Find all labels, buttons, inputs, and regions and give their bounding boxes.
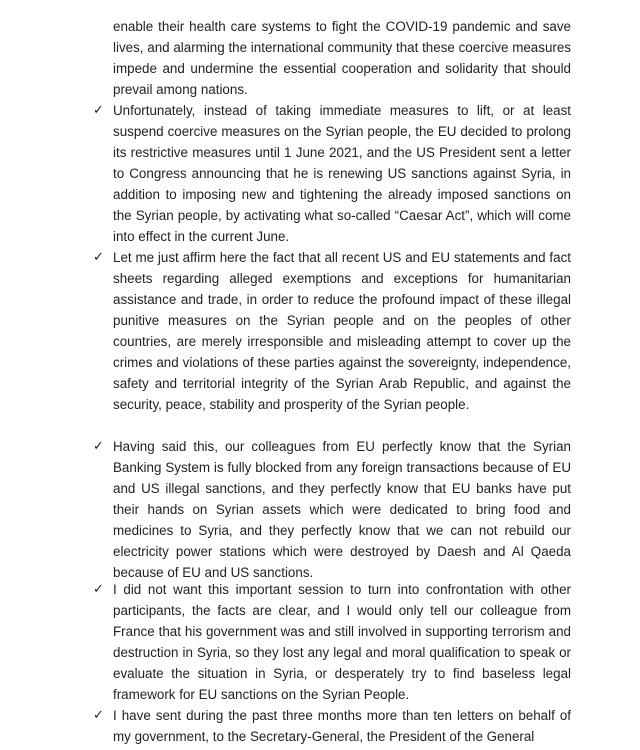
bullet-item-3: Having said this, our colleagues from EU perfectly know that the Syrian Banking System is fully blocked from any foreign transactions because of EU and US illegal sanctions, and they perfectly know that EU banks have put their hands on Syrian assets which were dedicated to bring food and medicines to Syria, and they perfectly know that we can not rebuild our electricity power stations which were destroyed by Daesh and Al Qaeda because of EU and US sanctions. <box>113 439 571 580</box>
check-mark-icon: ✓ <box>93 582 104 597</box>
check-mark-icon: ✓ <box>93 439 104 454</box>
bullet-item-2: Let me just affirm here the fact that all recent US and EU statements and fact sheets regarding alleged exemptions and exceptions for humanitarian assistance and trade, in order to reduce the profound impact of these illegal punitive measures on the Syrian people and on the peoples of other countries, are merely irresponsible and misleading attempt to cover up the crimes and violations of these parties against the sovereignty, independence, safety and territorial integrity of the Syrian Arab Republic, and against the security, peace, stability and prosperity of the Syrian people. <box>113 250 571 412</box>
bullet-item-1: Unfortunately, instead of taking immediate measures to lift, or at least suspend coercive measures on the Syrian people, the EU decided to prolong its restrictive measures until 1 June 2021, and the US President sent a letter to Congress announcing that he is renewing US sanctions against Syria, in addition to imposing new and tightening the already imposed sanctions on the Syrian people, by activating what so-called “Caesar Act”, which will come into effect in the current June. <box>113 103 571 244</box>
check-mark-icon: ✓ <box>93 103 104 118</box>
bullet-item-5: I have sent during the past three months more than ten letters on behalf of my government, to the Secretary-General, the President of the General <box>113 708 571 744</box>
check-mark-icon: ✓ <box>93 708 104 723</box>
check-mark-icon: ✓ <box>93 250 104 265</box>
continuation-paragraph: enable their health care systems to fight the COVID-19 pandemic and save lives, and alarming the international community that these coercive measures impede and undermine the essential cooperation and solidarity that should prevail among nations. <box>113 19 571 97</box>
bullet-item-4: I did not want this important session to turn into confrontation with other participants, the facts are clear, and I would only tell our colleague from France that his government was and still involved in supporting terrorism and destruction in Syria, so they lost any legal and moral qualification to speak or evaluate the situation in Syria, or desperately try to find baseless legal framework for EU sanctions on the Syrian People. <box>113 582 571 702</box>
